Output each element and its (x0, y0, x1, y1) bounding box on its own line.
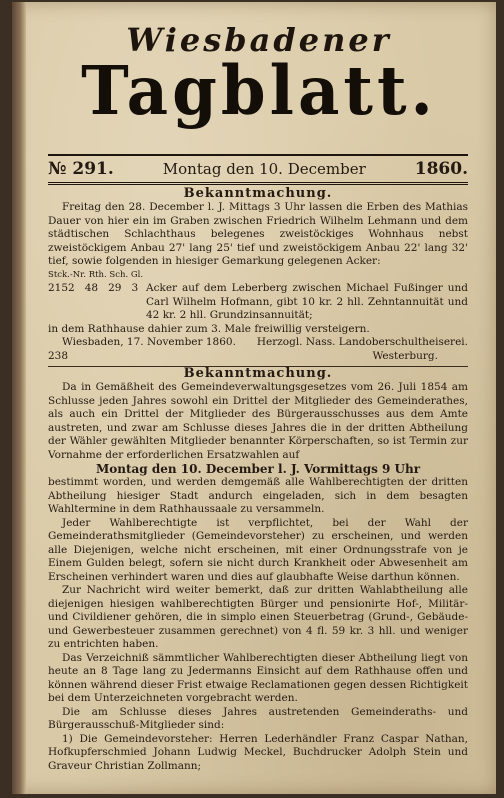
notice-elections-heading: Bekanntmachung. (183, 366, 333, 381)
notice-auction-table-header: Stck.-Nr. Rth. Sch. Gl. (48, 269, 144, 280)
newspaper-page (12, 2, 496, 794)
notice-elections-paragraph-6: 1) Die Gemeindevorsteher: Herren Lederhändler Franz Caspar Nathan, Hofkupferschmied Johann Ludwig Meckel, Buchdrucker Adolph Stein und Graveur Christian Zollmann; (48, 732, 468, 772)
notice-auction (48, 186, 468, 370)
notice-auction-entry-numbers: 2152 48 29 3 (48, 282, 139, 294)
notice-elections-paragraph-5: Die am Schlusse dieses Jahres austretenden Gemeinderaths- und Bürgerausschuß-Mitglieder sind: (48, 705, 468, 731)
notice-elections-paragraph-2: Jeder Wahlberechtigte ist verpflichtet, bei der Wahl der Gemeinderathsmitglieder (Gemeindevorsteher) zu erscheinen, und werden alle Diejenigen, welche nicht erscheinen, mit einer Ordnungsstrafe von je Einem Gulden belegt, sofern sie nicht durch Krankheit oder Abwesenheit am Erscheinen verhindert waren und dies auf glaubhafte Weise darthun können. (48, 516, 468, 583)
masthead (42, 21, 476, 131)
notice-auction-office: Herzogl. Nass. Landoberschultheiserei. (256, 336, 468, 348)
notice-auction-signature-line (48, 336, 468, 350)
notice-elections-paragraph-1: Da in Gemäßheit des Gemeindeverwaltungsgesetzes vom 26. Juli 1854 am Schlusse jeden Jahres sowohl ein Drittel der Mitglieder des Gemeinderathes, als auch ein Drittel der Mitglieder des Bürgerausschusses aus dem Amte austreten, und zwar am Schlusse dieses Jahres die in der dritten Abtheilung der Wähler gewählten Mitglieder benannter Körperschaften, so ist Termin zur Vornahme der erforderlichen Ersatzwahlen auf (48, 381, 468, 461)
notice-elections-paragraph-4: Das Verzeichniß sämmtlicher Wahlberechtigten dieser Abtheilung liegt von heute an 8 Tage lang zu Jedermanns Einsicht auf dem Rathhause offen und können während dieser Frist etwaige Reclamationen gegen dessen Richtigkeit bei dem Unterzeichneten vorgebracht werden. (48, 651, 468, 704)
issue-year: 1860. (414, 159, 468, 179)
notice-auction-place-date: Wiesbaden, 17. November 1860. (62, 336, 236, 348)
notice-auction-entry-text: Acker auf dem Leberberg zwischen Michael Fußinger und Carl Wilhelm Hofmann, gibt 10 kr. 2 hll. Zehntannuität und 42 kr. 2 hll. Grundzinsannuität; (146, 282, 468, 321)
notice-auction-heading: Bekanntmachung. (183, 186, 333, 201)
dateline (48, 154, 468, 185)
notice-elections-paragraph-3: Zur Nachricht wird weiter bemerkt, daß zur dritten Wahlabtheilung alle diejenigen hiesigen wahlberechtigten Bürger und pensionirte Hof-, Militär- und Civildiener gehören, die in simplo einen Steuerbetrag (Grund-, Gebäude- und Gewerbesteuer zusammen gerechnet) von 4 fl. 59 kr. 3 hll. und weniger zu entrichten haben. (48, 584, 468, 650)
notice-auction-number: 238 (48, 349, 69, 362)
masthead-title: Tagblatt. (81, 52, 437, 131)
notice-elections-date-line: Montag den 10. December l. J. Vormittags 9 Uhr (95, 462, 421, 476)
issue-date: Montag den 10. December (162, 160, 366, 178)
notice-elections (48, 366, 468, 773)
masthead-line-1: Wiesbadener (126, 21, 392, 59)
issue-number: № 291. (48, 159, 114, 179)
notice-auction-signatory: Westerburg. (372, 349, 438, 362)
notice-auction-text: Freitag den 28. December l. J. Mittags 3 Uhr lassen die Erben des Mathias Dauer von hier ein im Graben zwischen Friedrich Wilhelm Lehmann und dem städtischen Schlachthaus belegenes zweistöckiges Wohnhaus nebst zweistöckigem Anbau 27' lang 25' tief und zweistöckigem Anbau 22' lang 32' tief, sowie folgenden in hiesiger Gemarkung gelegenen Acker: (48, 201, 468, 267)
book-spine-edge (12, 2, 26, 794)
notice-auction-closing: in dem Rathhause dahier zum 3. Male freiwillig versteigern. (48, 322, 370, 335)
notice-auction-signature-name-line (48, 350, 468, 364)
notice-auction-entry (48, 282, 468, 323)
notice-elections-paragraph-1-cont: bestimmt worden, und werden demgemäß alle Wahlberechtigten der dritten Abtheilung hiesiger Stadt andurch eingeladen, sich in dem besagten Wahltermine in dem Rathhaussaale zu versammeln. (48, 476, 468, 515)
